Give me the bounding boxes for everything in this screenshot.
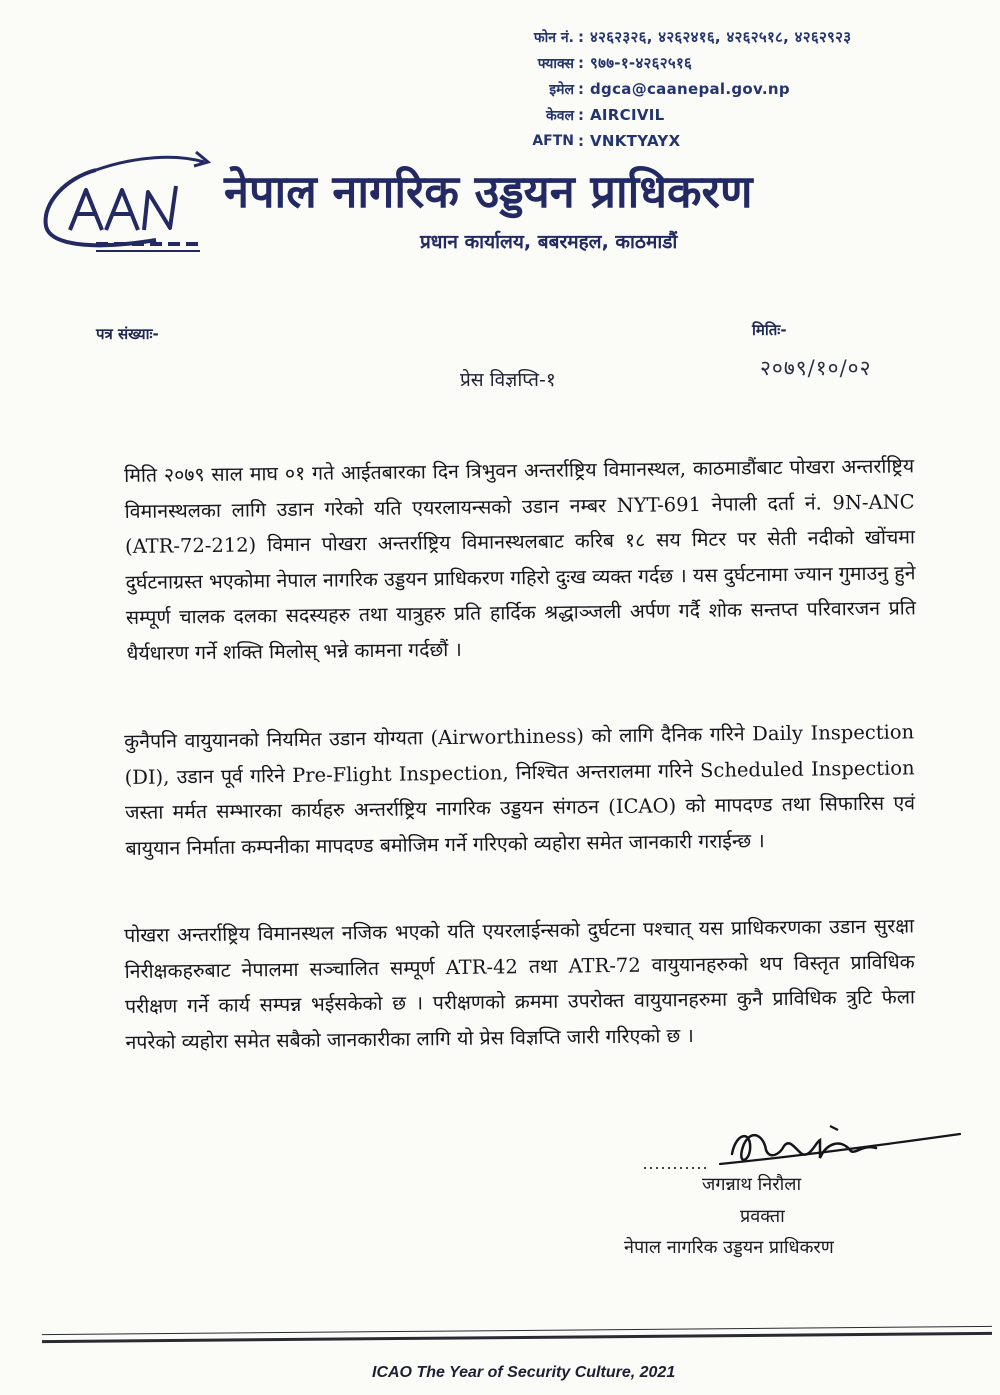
- contact-label: फोन नं.: [533, 29, 574, 46]
- contact-value: VNKTYAYX: [590, 132, 681, 150]
- contact-label: AFTN: [532, 133, 574, 149]
- body-paragraph-3: पोखरा अन्तर्राष्ट्रिय विमानस्थल नजिक भएको यति एयरलाईन्सको दुर्घटना पश्चात् यस प्राधिकरणका उडान सुरक्षा निरीक्षकहरुबाट नेपालमा सञ्चालित सम्पूर्ण ATR-42 तथा ATR-72 वायुयानहरुको थप विस्तृत प्राविधिक परीक्षण गर्ने कार्य सम्पन्न भईसकेको छ । परीक्षणको क्रममा उपरोक्त वायुयानहरुमा कुनै प्राविधिक त्रुटि फेला नपरेको व्यहोरा समेत सबैको जानकारीका लागि यो प्रेस विज्ञप्ति जारी गरिएको छ ।: [124, 914, 916, 1054]
- contact-block: [512, 24, 932, 154]
- signatory-org: नेपाल नागरिक उड्डयन प्राधिकरण: [624, 1237, 834, 1258]
- footer-text: ICAO The Year of Security Culture, 2021: [372, 1364, 676, 1381]
- contact-row-fax: फ्याक्स : ९७७-१-४२६२५१६: [512, 50, 932, 76]
- letter-number-label: पत्र संख्याः-: [96, 325, 159, 343]
- signature-icon: [640, 1114, 970, 1180]
- contact-row-phone: फोन नं. : ४२६२३२६, ४२६२४१६, ४२६२५१८, ४२६२९२३: [512, 24, 932, 50]
- contact-value: AIRCIVIL: [590, 106, 665, 124]
- contact-label: केवल: [545, 107, 574, 124]
- contact-label: इमेल: [549, 81, 574, 98]
- date-value: २०७९/१०/०२: [760, 356, 872, 380]
- contact-value: ४२६२३२६, ४२६२४१६, ४२६२५१८, ४२६२९२३: [590, 28, 852, 46]
- signatory-title: प्रवक्ता: [740, 1206, 785, 1227]
- contact-row-cable: केवल : AIRCIVIL: [512, 102, 932, 128]
- caan-logo-icon: [36, 148, 212, 260]
- signatory-name: जगन्नाथ निरौला: [702, 1174, 802, 1195]
- body-paragraph-2: कुनैपनि वायुयानको नियमित उडान योग्यता (Airworthiness) को लागि दैनिक गरिने Daily Inspection (DI), उडान पूर्व गरिने Pre-Flight Inspection, निश्चित अन्तरालमा गरिने Scheduled Inspection जस्ता मर्मत सम्भारका कार्यहरु अन्तर्राष्ट्रिय नागरिक उड्डयन संगठन (ICAO) को मापदण्ड तथा सिफारिस एवं बायुयान निर्माता कम्पनीका मापदण्ड बमोजिम गर्ने गरिएको व्यहोरा समेत जानकारी गराईन्छ ।: [124, 720, 916, 860]
- contact-value: ९७७-१-४२६२५१६: [590, 54, 693, 72]
- office-address: प्रधान कार्यालय, बबरमहल, काठमाडौं: [420, 231, 678, 253]
- contact-row-aftn: AFTN : VNKTYAYX: [512, 128, 932, 154]
- org-name-heading: नेपाल नागरिक उड्डयन प्राधिकरण: [224, 165, 753, 218]
- contact-value: dgca@caanepal.gov.np: [590, 80, 790, 98]
- press-release-title: प्रेस विज्ञप्ति-१: [460, 369, 556, 391]
- contact-label: फ्याक्स: [537, 55, 574, 72]
- body-paragraph-1: मिति २०७९ साल माघ ०१ गते आईतबारका दिन त्रिभुवन अन्तर्राष्ट्रिय विमानस्थल, काठमाडौंबाट पोखरा अन्तर्राष्ट्रिय विमानस्थलका लागि उडान गरेको यति एयरलायन्सको उडान नम्बर NYT-691 नेपाली दर्ता नं. 9N-ANC (ATR-72-212) विमान पोखरा अन्तर्राष्ट्रिय विमानस्थलबाट करिब १८ सय मिटर पर सेती नदीको खोंचमा दुर्घटनाग्रस्त भएकोमा नेपाल नागरिक उड्डयन प्राधिकरण गहिरो दुःख व्यक्त गर्दछ । यस दुर्घटनामा ज्यान गुमाउनु हुने सम्पूर्ण चालक दलका सदस्यहरु तथा यात्रुहरु प्रति हार्दिक श्रद्धाञ्जली अर्पण गर्दै शोक सन्तप्त परिवारजन प्रति धैर्यधारण गर्ने शक्ति मिलोस् भन्ने कामना गर्दछौं ।: [124, 454, 917, 665]
- contact-row-email: इमेल : dgca@caanepal.gov.np: [512, 76, 932, 102]
- date-label: मितिः-: [752, 321, 787, 339]
